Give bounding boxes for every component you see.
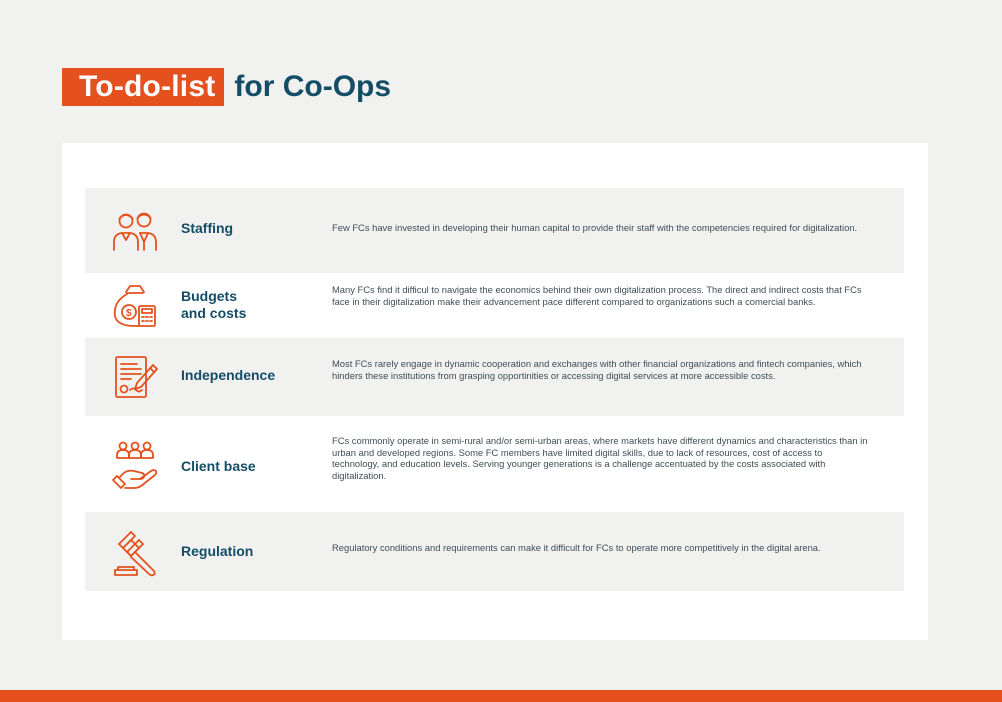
title-highlight: To-do-list [62, 68, 224, 106]
item-label: Regulation [181, 543, 254, 559]
item-label: Budgets and costs [181, 288, 247, 321]
item-description: Most FCs rarely engage in dynamic cooperation and exchanges with other financial organizations and fintech companies, which hinders these institutions from grasping opportinities or accessing digital services at more accessible costs. [332, 358, 862, 381]
item-description: Few FCs have invested in developing their human capital to provide their staff with the competencies required for digitalization. [332, 222, 858, 233]
todo-card [62, 143, 928, 640]
item-description: Many FCs find it difficul to navigate the economics behind their own digitalization process. The direct and indirect costs that FCs face in their digitalization make their advancement pace different compared to organizations such a comercial banks. [332, 284, 862, 307]
item-description: Regulatory conditions and requirements can make it difficult for FCs to operate more competitively in the digital arena. [332, 542, 821, 553]
hand-people-icon [105, 434, 165, 494]
document-pen-icon [105, 347, 165, 407]
list-item [85, 416, 904, 512]
list-item [85, 188, 904, 273]
item-label: Independence [181, 367, 276, 383]
gavel-icon [105, 522, 165, 582]
list-item [85, 512, 904, 591]
svg-text:$: $ [126, 308, 132, 319]
item-description: FCs commonly operate in semi-rural and/or semi-urban areas, where markets have different dynamics and characteristics than in urban and developed regions. Some FC members have limited digital skills, due to lack of resources, cost of access to technology, and education levels. Serving younger generations is a challenge accentuated by the costs associated with digitalization. [332, 435, 868, 481]
list-item [85, 274, 904, 338]
bottom-accent-bar [0, 690, 1002, 702]
item-label: Staffing [181, 220, 234, 236]
item-label: Client base [181, 458, 256, 474]
title-rest: for Co-Ops [234, 70, 392, 103]
staff-people-icon [105, 201, 165, 261]
money-bag-calculator-icon [105, 276, 165, 336]
list-item [85, 338, 904, 416]
page-title [62, 68, 391, 106]
